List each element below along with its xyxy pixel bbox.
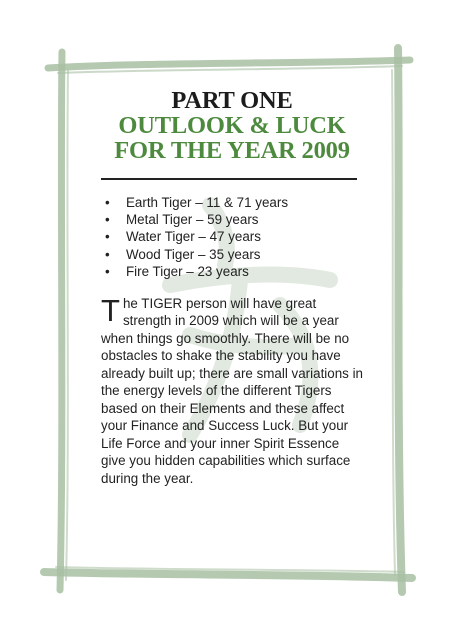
body-paragraph <box>101 292 363 488</box>
list-item <box>101 211 363 228</box>
part-title: PART ONE <box>171 87 293 114</box>
list-item-label: Wood Tiger – 35 years <box>126 246 261 262</box>
bullet-icon: • <box>105 212 110 228</box>
body-text: he TIGER person will have great strength in 2009 which will be a year when things go smoothly. There will be no obstacles to shake the stability you have already built up; there are small variations in the energy levels of the different Tigers based on their Elements and these affect your Finance and Success Luck. But your Life Force and your inner Spirit Essence give you hidden capabilities which surface during the year. <box>101 295 363 486</box>
list-item <box>101 246 363 263</box>
list-item-label: Water Tiger – 47 years <box>126 229 261 245</box>
page-content <box>101 88 363 487</box>
drop-cap: T <box>101 292 120 328</box>
section-title-line-1: OUTLOOK & LUCK <box>118 111 346 139</box>
list-item-label: Metal Tiger – 59 years <box>126 212 259 228</box>
divider-rule <box>101 178 357 180</box>
list-item-label: Earth Tiger – 11 & 71 years <box>126 194 289 210</box>
bullet-icon: • <box>105 246 110 262</box>
list-item <box>101 263 363 280</box>
list-item-label: Fire Tiger – 23 years <box>126 263 249 279</box>
bullet-icon: • <box>105 194 110 210</box>
tiger-age-list <box>101 194 363 280</box>
list-item <box>101 228 363 245</box>
bullet-icon: • <box>105 263 110 279</box>
list-item <box>101 194 363 211</box>
bullet-icon: • <box>105 229 110 245</box>
section-title-line-2: FOR THE YEAR 2009 <box>114 136 350 164</box>
